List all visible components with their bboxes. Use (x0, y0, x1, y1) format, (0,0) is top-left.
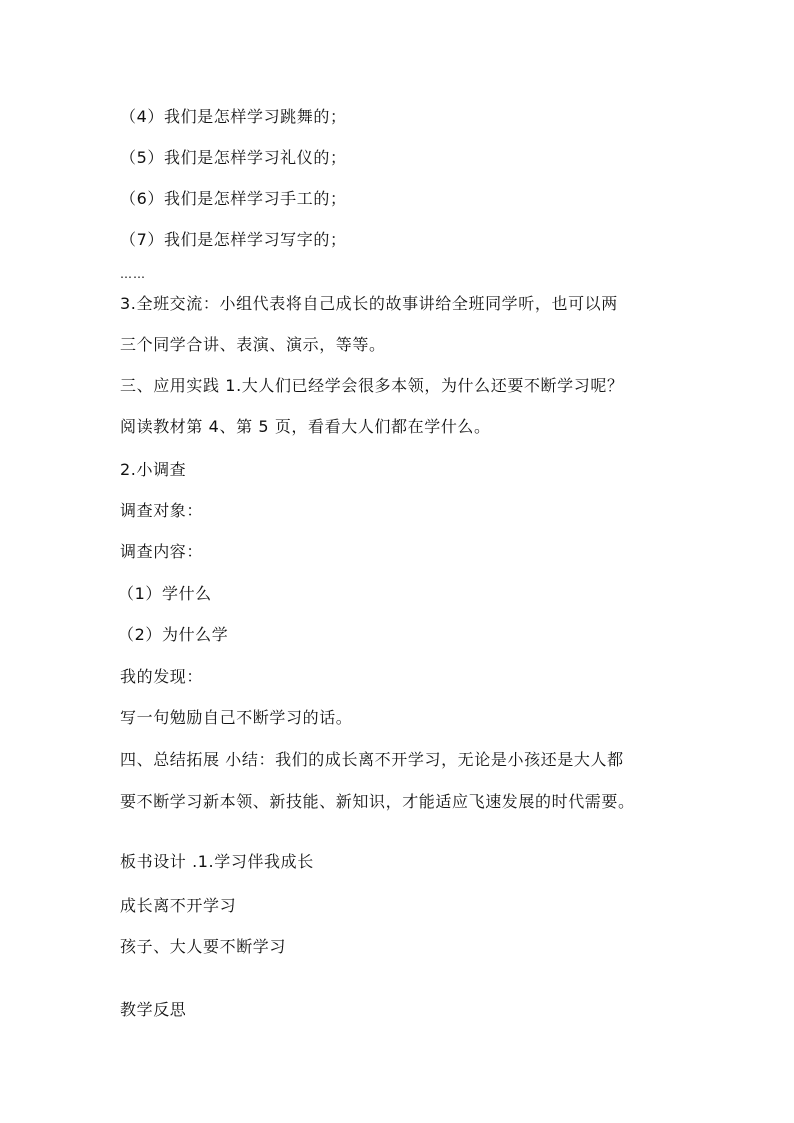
text-line: 阅读教材第 4、第 5 页，看看大人们都在学什么。 (120, 417, 491, 436)
text-line: 成长离不开学习 (120, 896, 237, 915)
section-heading-line: 三、应用实践 1.大人们已经学会很多本领，为什么还要不断学习呢？ (120, 376, 624, 395)
text-line: （1）学什么 (118, 584, 212, 603)
text-line: 要不断学习新本领、新技能、新知识，才能适应飞速发展的时代需要。 (120, 792, 635, 811)
text-line: 调查内容： (120, 542, 204, 561)
text-line: （6）我们是怎样学习手工的； (120, 189, 347, 208)
text-line: （7）我们是怎样学习写字的； (120, 230, 347, 249)
text-line: 三个同学合讲、表演、演示，等等。 (120, 335, 386, 354)
board-design-line: 板书设计 .1.学习伴我成长 (120, 852, 314, 871)
text-line: 2.小调查 (120, 460, 187, 479)
text-line: （5）我们是怎样学习礼仪的； (120, 148, 347, 167)
text-line: 我的发现： (120, 667, 204, 686)
text-line: 3.全班交流：小组代表将自己成长的故事讲给全班同学听，也可以两 (120, 294, 618, 313)
section-heading-line: 四、总结拓展 小结：我们的成长离不开学习，无论是小孩还是大人都 (120, 750, 624, 769)
ellipsis-line: …… (120, 267, 146, 281)
text-line: （4）我们是怎样学习跳舞的； (120, 107, 347, 126)
text-line: 写一句勉励自己不断学习的话。 (120, 708, 353, 727)
text-line: 孩子、大人要不断学习 (120, 937, 287, 956)
teaching-reflection-line: 教学反思 (120, 1000, 187, 1019)
text-line: 调查对象： (120, 501, 204, 520)
text-line: （2）为什么学 (118, 625, 229, 644)
